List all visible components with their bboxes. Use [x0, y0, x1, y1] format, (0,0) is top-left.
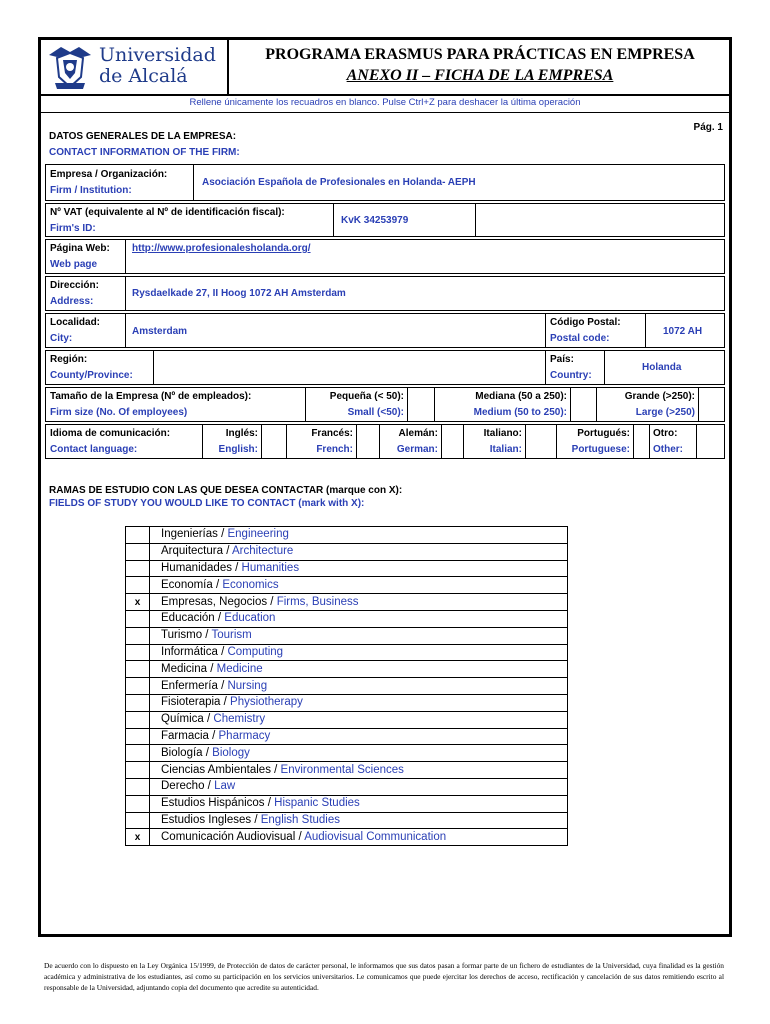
region-row — [45, 350, 725, 385]
address-field[interactable]: Rysdaelkade 27, II Hoog 1072 AH Amsterdam — [132, 288, 346, 299]
field-label-es: Empresas, Negocios / — [161, 595, 277, 608]
field-checkbox[interactable] — [126, 644, 150, 661]
field-label-en: Physiotherapy — [230, 696, 303, 709]
field-checkbox[interactable] — [126, 560, 150, 577]
language-french-en: French: — [316, 444, 353, 455]
web-label-es: Página Web: — [50, 243, 110, 254]
field-label — [150, 795, 568, 812]
table-row — [126, 560, 568, 577]
field-checkbox[interactable] — [126, 795, 150, 812]
address-label — [50, 278, 99, 310]
field-checkbox[interactable] — [126, 812, 150, 829]
fields-section-title-en: FIELDS OF STUDY YOU WOULD LIKE TO CONTACT (mark with X): — [49, 498, 365, 509]
field-label-en: Tourism — [211, 629, 252, 642]
address-row — [45, 276, 725, 311]
field-label-en: Chemistry — [213, 713, 266, 726]
logo-text-line1: Universidad — [99, 44, 216, 66]
city-label-es: Localidad: — [50, 317, 101, 328]
web-row — [45, 239, 725, 274]
web-divider — [125, 240, 126, 273]
size-small-en: Small (<50): — [347, 407, 404, 418]
field-label-es: Estudios Ingleses / — [161, 813, 261, 826]
size-label-en: Firm size (No. Of employees) — [50, 407, 188, 418]
size-large-checkbox[interactable] — [698, 388, 699, 421]
field-label — [150, 711, 568, 728]
city-field[interactable]: Amsterdam — [132, 326, 188, 337]
field-label-en: Firms, Business — [276, 595, 359, 608]
language-german-en: German: — [396, 444, 438, 455]
company-field[interactable]: Asociación Española de Profesionales en Holanda- AEPH — [202, 177, 476, 188]
language-portuguese-checkbox[interactable] — [633, 425, 634, 458]
table-row — [126, 728, 568, 745]
field-checkbox[interactable]: x — [126, 829, 150, 846]
postal-label — [550, 315, 621, 347]
size-divider-1 — [305, 388, 306, 421]
postal-field[interactable]: 1072 AH — [663, 326, 703, 337]
field-label-en: Pharmacy — [218, 729, 271, 742]
field-checkbox[interactable] — [126, 610, 150, 627]
instructions-divider — [41, 112, 729, 113]
size-medium-label — [437, 389, 567, 421]
web-label — [50, 241, 110, 273]
field-label-es: Comunicación Audiovisual / — [161, 830, 305, 843]
field-checkbox[interactable] — [126, 728, 150, 745]
field-checkbox[interactable] — [126, 627, 150, 644]
table-row — [126, 778, 568, 795]
language-french-label — [289, 426, 353, 458]
table-row — [126, 711, 568, 728]
field-label-es: Arquitectura / — [161, 545, 232, 558]
table-row — [126, 627, 568, 644]
language-english-es: Inglés: — [225, 428, 258, 439]
postal-label-en: Postal code: — [550, 333, 610, 344]
field-label-es: Medicina / — [161, 662, 217, 675]
field-label-en: Economics — [222, 578, 279, 591]
field-label-en: Engineering — [227, 528, 289, 541]
city-row — [45, 313, 725, 348]
table-row — [126, 543, 568, 560]
language-portuguese-en: Portuguese: — [571, 444, 630, 455]
field-label-es: Estudios Hispánicos / — [161, 797, 275, 810]
university-logo — [45, 43, 217, 91]
field-label — [150, 560, 568, 577]
field-label-es: Fisioterapia / — [161, 696, 231, 709]
field-label-es: Ciencias Ambientales / — [161, 763, 281, 776]
field-checkbox[interactable] — [126, 543, 150, 560]
field-label-es: Biología / — [161, 746, 213, 759]
instructions-text: Rellene únicamente los recuadros en blanco. Pulse Ctrl+Z para deshacer la última operación — [189, 97, 581, 108]
field-checkbox[interactable] — [126, 527, 150, 544]
language-italian-label — [466, 426, 522, 458]
size-row — [45, 387, 725, 422]
size-small-checkbox[interactable] — [407, 388, 408, 421]
field-label-en: Audiovisual Communication — [304, 830, 447, 843]
language-italian-en: Italian: — [489, 444, 522, 455]
field-label — [150, 778, 568, 795]
field-label — [150, 644, 568, 661]
general-section-title-en: CONTACT INFORMATION OF THE FIRM: — [49, 147, 240, 158]
field-label-es: Enfermería / — [161, 679, 228, 692]
field-checkbox[interactable] — [126, 762, 150, 779]
company-divider — [193, 165, 194, 200]
table-row — [126, 795, 568, 812]
region-label-en: County/Province: — [50, 370, 133, 381]
language-other-en: Other: — [653, 444, 683, 455]
field-label-en: English Studies — [260, 813, 341, 826]
postal-divider-left — [545, 314, 546, 347]
field-label-es: Química / — [161, 713, 214, 726]
vat-field[interactable]: KvK 34253979 — [341, 215, 409, 226]
language-divider-6 — [649, 425, 650, 458]
size-divider-2 — [434, 388, 435, 421]
field-checkbox[interactable] — [126, 694, 150, 711]
country-field[interactable]: Holanda — [642, 362, 682, 373]
language-english-en: English: — [218, 444, 258, 455]
field-label — [150, 577, 568, 594]
field-label-es: Turismo / — [161, 629, 212, 642]
language-french-checkbox[interactable] — [356, 425, 357, 458]
table-row — [126, 829, 568, 846]
field-label-en: Hispanic Studies — [274, 797, 360, 810]
fields-table — [125, 526, 568, 846]
vat-label-en: Firm's ID: — [50, 223, 96, 234]
size-small-es: Pequeña (< 50): — [329, 391, 404, 402]
logo-text-line2: de Alcalá — [99, 65, 188, 87]
city-label — [50, 315, 100, 347]
page-number: Pág. 1 — [693, 122, 723, 133]
country-label — [550, 352, 592, 384]
language-german-label — [382, 426, 438, 458]
field-label-en: Humanities — [241, 561, 300, 574]
field-checkbox[interactable] — [126, 778, 150, 795]
language-english-checkbox[interactable] — [261, 425, 262, 458]
city-label-en: City: — [50, 333, 73, 344]
region-label-es: Región: — [50, 354, 88, 365]
table-row — [126, 661, 568, 678]
language-divider-4 — [463, 425, 464, 458]
field-label-en: Environmental Sciences — [280, 763, 404, 776]
size-large-es: Grande (>250): — [624, 391, 695, 402]
field-label-en: Architecture — [231, 545, 294, 558]
field-label-es: Informática / — [161, 645, 228, 658]
field-checkbox[interactable] — [126, 711, 150, 728]
country-divider — [604, 351, 605, 384]
field-label-es: Farmacia / — [161, 729, 219, 742]
language-german-es: Alemán: — [398, 428, 438, 439]
table-row — [126, 762, 568, 779]
header-divider — [227, 40, 229, 94]
language-divider-5 — [556, 425, 557, 458]
table-row — [126, 694, 568, 711]
web-label-en: Web page — [50, 259, 98, 270]
field-checkbox[interactable] — [126, 678, 150, 695]
company-row — [45, 164, 725, 201]
page-subtitle: ANEXO II – FICHA DE LA EMPRESA — [346, 67, 614, 84]
vat-divider — [333, 204, 334, 236]
language-label-en: Contact language: — [50, 444, 138, 455]
region-divider — [153, 351, 154, 384]
field-checkbox[interactable]: x — [126, 594, 150, 611]
table-row — [126, 812, 568, 829]
field-checkbox[interactable] — [126, 661, 150, 678]
field-label-en: Education — [224, 612, 276, 625]
page-title: PROGRAMA ERASMUS PARA PRÁCTICAS EN EMPRESA — [265, 46, 695, 63]
legal-notice: De acuerdo con lo dispuesto en la Ley Orgánica 15/1999, de Protección de datos de carácter personal, le informamos que sus datos pasan a formar parte de un fichero de estudiantes de la Universidad, cuya finalidad es la gestión académica y administrativa de los estudiantes, así como su participación en los servicios universitarios. Le comunicamos que puede ejercitar los derechos de acceso, rectificación y cancelación de sus datos remitiendo escrito al responsable de la Universidad, adjuntando copia del documento que acredite su autenticidad. — [44, 961, 724, 992]
city-divider — [125, 314, 126, 347]
field-checkbox[interactable] — [126, 745, 150, 762]
vat-label — [50, 205, 285, 237]
field-label-es: Ingenierías / — [161, 528, 228, 541]
field-label — [150, 610, 568, 627]
table-row — [126, 527, 568, 544]
field-label — [150, 694, 568, 711]
language-portuguese-label — [559, 426, 630, 458]
address-label-es: Dirección: — [50, 280, 99, 291]
size-medium-es: Mediana (50 a 250): — [475, 391, 567, 402]
field-label — [150, 594, 568, 611]
region-label — [50, 352, 133, 384]
company-label-en: Firm / Institution: — [50, 185, 132, 196]
field-label — [150, 661, 568, 678]
field-label-en: Law — [214, 780, 236, 793]
table-row — [126, 610, 568, 627]
size-label — [50, 389, 251, 421]
web-field[interactable]: http://www.profesionalesholanda.org/ — [132, 243, 311, 254]
field-label — [150, 627, 568, 644]
language-german-checkbox[interactable] — [441, 425, 442, 458]
language-label-es: Idioma de comunicación: — [50, 428, 171, 439]
country-label-en: Country: — [550, 370, 592, 381]
fields-section-title: RAMAS DE ESTUDIO CON LAS QUE DESEA CONTACTAR (marque con X): — [49, 485, 403, 496]
vat-row — [45, 203, 725, 237]
field-label-es: Educación / — [161, 612, 225, 625]
size-medium-en: Medium (50 to 250): — [473, 407, 567, 418]
language-italian-checkbox[interactable] — [525, 425, 526, 458]
general-section-title: DATOS GENERALES DE LA EMPRESA: — [49, 131, 237, 142]
field-label — [150, 812, 568, 829]
field-label-es: Humanidades / — [161, 561, 242, 574]
language-divider-2 — [286, 425, 287, 458]
company-label-es: Empresa / Organización: — [50, 169, 168, 180]
language-other-field[interactable] — [696, 425, 697, 458]
table-row — [126, 594, 568, 611]
language-italian-es: Italiano: — [483, 428, 522, 439]
field-label — [150, 543, 568, 560]
language-french-es: Francés: — [311, 428, 353, 439]
postal-label-es: Código Postal: — [550, 317, 621, 328]
field-label — [150, 745, 568, 762]
size-divider-3 — [596, 388, 597, 421]
company-label — [50, 167, 167, 199]
country-divider-left — [545, 351, 546, 384]
address-divider — [125, 277, 126, 310]
country-label-es: País: — [550, 354, 574, 365]
language-other-label — [653, 426, 683, 458]
table-row — [126, 745, 568, 762]
form-header — [41, 40, 729, 96]
field-label-en: Medicine — [216, 662, 263, 675]
field-label — [150, 829, 568, 846]
form-frame — [38, 37, 732, 937]
field-label-en: Nursing — [227, 679, 268, 692]
field-label-es: Derecho / — [161, 780, 215, 793]
vat-divider-2 — [475, 204, 476, 236]
language-divider-1 — [202, 425, 203, 458]
language-row — [45, 424, 725, 459]
size-large-label — [599, 389, 695, 421]
language-english-label — [204, 426, 258, 458]
size-small-label — [308, 389, 404, 421]
size-label-es: Tamaño de la Empresa (Nº de empleados): — [50, 391, 252, 402]
size-large-en: Large (>250) — [635, 407, 695, 418]
field-label-es: Economía / — [161, 578, 223, 591]
table-row — [126, 644, 568, 661]
table-row — [126, 678, 568, 695]
size-medium-checkbox[interactable] — [570, 388, 571, 421]
language-label — [50, 426, 170, 458]
field-checkbox[interactable] — [126, 577, 150, 594]
field-label — [150, 762, 568, 779]
language-divider-3 — [379, 425, 380, 458]
address-label-en: Address: — [50, 296, 94, 307]
table-row — [126, 577, 568, 594]
postal-divider — [645, 314, 646, 347]
field-label — [150, 527, 568, 544]
field-label-en: Computing — [227, 645, 284, 658]
language-portuguese-es: Portugués: — [577, 428, 630, 439]
field-label — [150, 678, 568, 695]
vat-label-es: Nº VAT (equivalente al Nº de identificación fiscal): — [50, 207, 285, 218]
language-other-es: Otro: — [653, 428, 678, 439]
field-label — [150, 728, 568, 745]
field-label-en: Biology — [212, 746, 250, 759]
university-crest-icon — [45, 43, 95, 91]
